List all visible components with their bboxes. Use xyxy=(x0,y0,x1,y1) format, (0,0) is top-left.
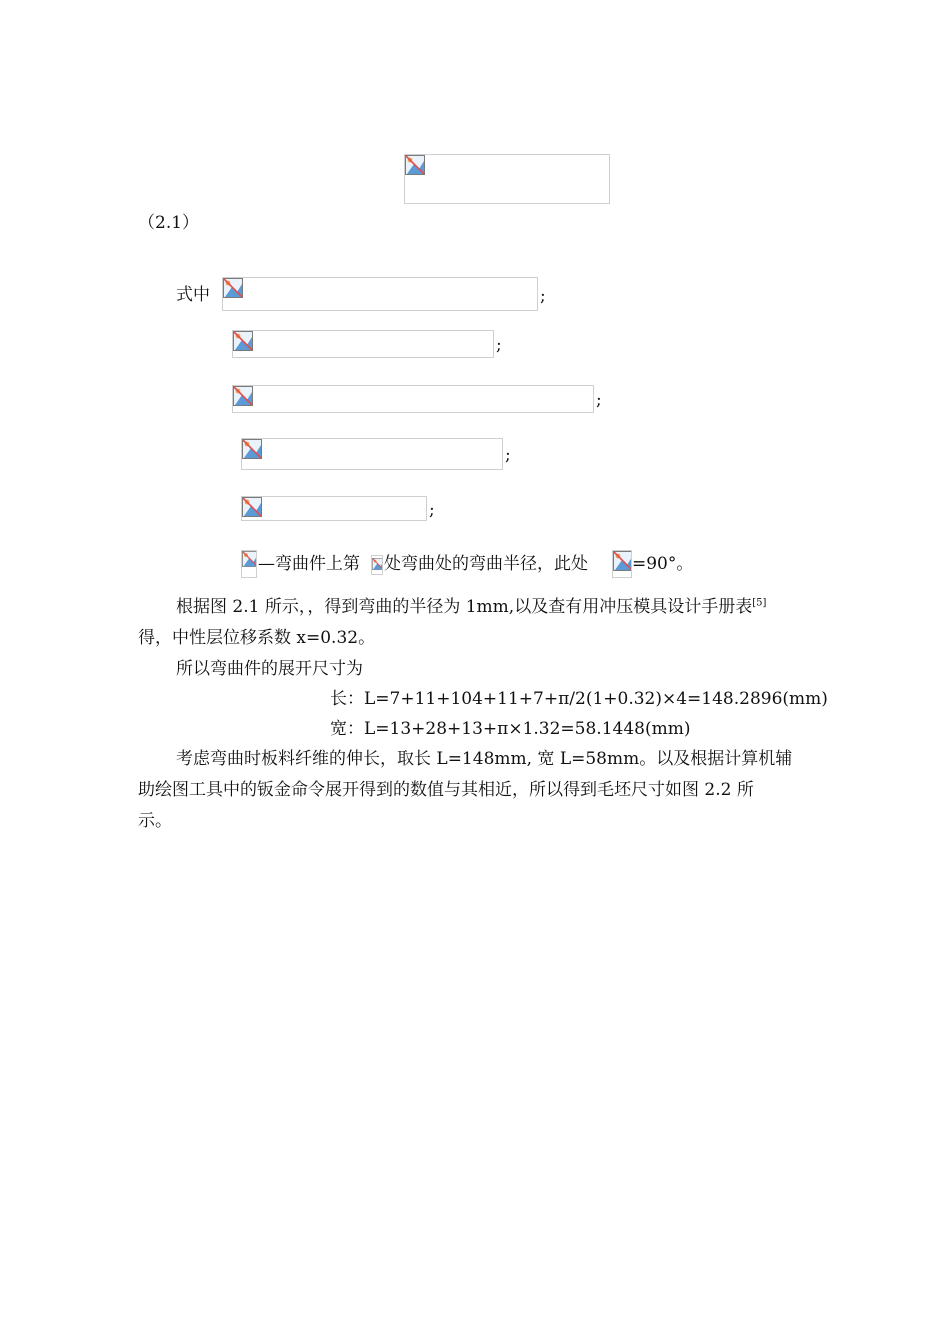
broken-image-icon xyxy=(223,278,243,298)
formula-length: 长：L=7+11+104+11+7+π/2(1+0.32)×4=148.2896(mm) xyxy=(330,689,828,709)
broken-image-icon xyxy=(233,331,253,351)
paragraph-1-text: 根据图 2.1 所示，，得到弯曲的半径为 1mm,以及查有用冲压模具设计手册表 xyxy=(176,597,753,617)
broken-image-icon xyxy=(233,386,253,406)
definition-text-c: =90°。 xyxy=(632,554,694,574)
equation-number: （2.1） xyxy=(138,213,200,233)
semicolon-5: ; xyxy=(429,500,435,520)
paragraph-3-line-2: 助绘图工具中的钣金命令展开得到的数值与其相近，所以得到毛坯尺寸如图 2.2 所 xyxy=(138,780,754,800)
broken-image-icon xyxy=(613,551,632,571)
equation-image xyxy=(404,154,610,204)
definition-image-2 xyxy=(232,330,494,358)
semicolon-3: ; xyxy=(596,390,602,410)
semicolon-4: ; xyxy=(505,445,511,465)
paragraph-2: 所以弯曲件的展开尺寸为 xyxy=(176,659,363,679)
definition-image-1 xyxy=(222,277,538,311)
definition-text-b: 处弯曲处的弯曲半径，此处 xyxy=(384,554,588,574)
where-label: 式中 xyxy=(176,285,210,305)
inline-symbol-image-2 xyxy=(371,555,383,575)
semicolon-1: ; xyxy=(540,286,546,306)
broken-image-icon xyxy=(372,556,383,572)
definition-image-4 xyxy=(241,438,503,470)
broken-image-icon xyxy=(242,439,262,459)
definition-image-3 xyxy=(232,385,594,413)
broken-image-icon xyxy=(405,155,425,175)
reference-mark: [5] xyxy=(752,597,767,609)
paragraph-1-line-1 xyxy=(176,596,766,618)
paragraph-3-line-1: 考虑弯曲时板料纤维的伸长，取长 L=148mm, 宽 L=58mm。以及根据计算机辅 xyxy=(176,749,793,769)
inline-symbol-image-3 xyxy=(612,550,632,578)
semicolon-2: ; xyxy=(496,335,502,355)
broken-image-icon xyxy=(242,497,262,517)
definition-text-a: —弯曲件上第 xyxy=(258,554,360,574)
formula-width: 宽：L=13+28+13+π×1.32=58.1448(mm) xyxy=(330,719,691,739)
inline-symbol-image-1 xyxy=(241,550,257,578)
broken-image-icon xyxy=(242,551,257,567)
paragraph-1-line-2: 得，中性层位移系数 x=0.32。 xyxy=(138,628,376,648)
definition-image-5 xyxy=(241,496,427,521)
paragraph-3-line-3: 示。 xyxy=(138,811,172,831)
